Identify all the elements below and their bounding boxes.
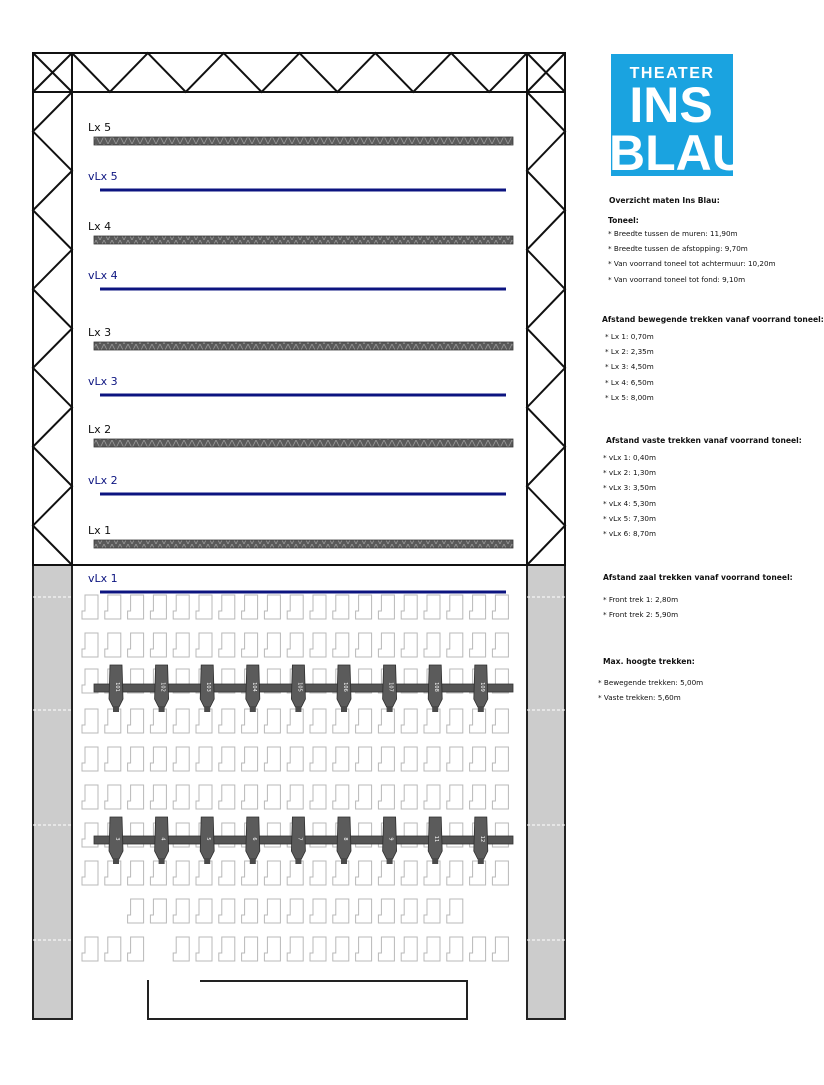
info-item: * Vaste trekken: 5,60m [598,690,703,705]
audience-seat [424,899,440,923]
max-height-list [598,675,703,705]
audience-seat [173,899,189,923]
audience-seat [128,899,144,923]
audience-seat [287,747,303,771]
audience-seat [333,785,349,809]
max-height-heading: Max. hoogte trekken: [603,657,695,666]
audience-seat [173,861,189,885]
fixture-number: 103 [205,682,212,692]
info-item: * Breedte tussen de afstopping: 9,70m [608,241,776,256]
lighting-bar-lx5 [88,121,513,145]
fixture-number: 4 [159,837,166,841]
right-auditorium-wall [527,565,565,1019]
audience-seat [401,709,417,733]
fixture-number: 105 [296,682,303,692]
fixture-number: 9 [387,837,394,841]
fixture-number: 102 [159,682,166,692]
audience-seat [82,861,98,885]
audience-seat [310,937,326,961]
info-item: * vLx 2: 1,30m [603,465,802,480]
lighting-fixture [109,665,123,712]
audience-seat [287,785,303,809]
audience-seat [333,899,349,923]
audience-seat [401,861,417,885]
audience-seat [356,747,372,771]
audience-seat [173,747,189,771]
audience-seat [105,937,121,961]
info-item: * Lx 2: 2,35m [605,344,824,359]
audience-seat [287,937,303,961]
bar-label: Lx 1 [88,524,112,537]
info-item: * vLx 6: 8,70m [603,526,802,541]
lighting-fixture [428,665,442,712]
fixture-number: 101 [114,682,120,692]
info-item: * Lx 4: 6,50m [605,375,824,390]
audience-seat [128,785,144,809]
audience-seat [356,709,372,733]
lighting-bar-lx4 [88,220,513,244]
audience-seat [264,937,280,961]
lighting-bar-vlx2 [88,474,506,494]
fixed-bars-heading: Afstand vaste trekken vanaf voorrand toneel: [606,436,802,445]
lighting-fixture [246,817,260,864]
audience-seat [242,937,258,961]
info-item: * Van voorrand toneel tot achtermuur: 10,20m [608,256,776,271]
moving-truss-bar [94,137,513,145]
audience-seat [173,595,189,619]
lighting-fixture [155,665,169,712]
bar-label: Lx 2 [88,423,112,436]
fixture-number: 104 [250,682,257,692]
audience-seat [105,747,121,771]
audience-seat [333,595,349,619]
audience-seat [378,709,394,733]
audience-seat [173,709,189,733]
hall-bars-list [603,592,793,622]
audience-seat [128,633,144,657]
lighting-bar-lx1 [88,524,513,548]
audience-seat [264,747,280,771]
fixture-number: 11 [433,835,440,843]
audience-seat [264,899,280,923]
lighting-fixture [246,665,260,712]
info-item: * Front trek 1: 2,80m [603,592,793,607]
audience-seat [196,709,212,733]
fixture-number: 109 [478,682,485,692]
bar-label: vLx 2 [88,474,118,487]
audience-seat [150,709,166,733]
audience-seat [310,861,326,885]
audience-seat [310,633,326,657]
audience-seat [470,747,486,771]
info-item: * Front trek 2: 5,90m [603,607,793,622]
info-item: * vLx 4: 5,30m [603,496,802,511]
lighting-fixture [200,817,214,864]
fixture-number: 12 [478,835,485,843]
audience-seat [264,785,280,809]
audience-seat [219,937,235,961]
fixture-number: 8 [342,837,348,841]
audience-seat [287,709,303,733]
info-item: * Van voorrand toneel tot fond: 9,10m [608,272,776,287]
audience-seat [82,747,98,771]
info-item: * Lx 3: 4,50m [605,359,824,374]
audience-seat [447,709,463,733]
audience-seat [492,785,508,809]
audience-seat [333,747,349,771]
audience-seat [333,709,349,733]
moving-truss-bar [94,236,513,244]
audience-seat [196,633,212,657]
fixture-number: 6 [250,837,257,841]
audience-seat [378,937,394,961]
fixture-number: 107 [387,682,394,692]
audience-seat [242,633,258,657]
audience-seat [242,861,258,885]
audience-seat [492,633,508,657]
audience-seat [105,595,121,619]
audience-seat [219,899,235,923]
audience-seat [196,785,212,809]
audience-seat [173,785,189,809]
lighting-bar-vlx1 [88,572,506,592]
audience-seat [492,747,508,771]
audience-seat [378,785,394,809]
lighting-bar-vlx4 [88,269,506,289]
audience-seat [242,785,258,809]
lighting-bar-lx3 [88,326,513,350]
audience-seat [470,785,486,809]
audience-seat [287,861,303,885]
fixture-number: 108 [433,682,440,692]
audience-seat [287,633,303,657]
stage-heading: Toneel: [608,216,639,225]
audience-seat [447,747,463,771]
audience-seat [470,633,486,657]
audience-seat [424,595,440,619]
audience-seat [356,633,372,657]
audience-seat [82,937,98,961]
audience-seat [378,595,394,619]
audience-seat [401,899,417,923]
bar-label: Lx 3 [88,326,112,339]
lighting-bar-vlx5 [88,170,506,190]
bar-label: vLx 5 [88,170,118,183]
audience-seating [82,595,508,961]
audience-seat [242,899,258,923]
audience-seat [424,861,440,885]
audience-seat [105,633,121,657]
audience-seat [242,709,258,733]
audience-seat [378,633,394,657]
audience-seat [492,861,508,885]
left-auditorium-wall [33,565,72,1019]
audience-seat [310,709,326,733]
info-item: * Lx 5: 8,00m [605,390,824,405]
audience-seat [333,937,349,961]
audience-seat [128,937,144,961]
lighting-fixture [337,665,351,712]
audience-seat [150,785,166,809]
audience-seat [82,709,98,733]
audience-seat [401,785,417,809]
info-item: * Lx 1: 0,70m [605,329,824,344]
lighting-fixture [474,665,488,712]
audience-seat [128,709,144,733]
audience-seat [128,747,144,771]
audience-seat [378,747,394,771]
audience-seat [105,785,121,809]
audience-seat [264,709,280,733]
audience-seat [150,861,166,885]
audience-seat [219,747,235,771]
audience-seat [470,861,486,885]
lighting-bar-lx2 [88,423,513,447]
fixed-bars-list [603,450,802,541]
audience-seat [173,633,189,657]
audience-seat [219,709,235,733]
audience-seat [196,937,212,961]
audience-seat [150,633,166,657]
fixture-number: 106 [342,682,348,692]
audience-seat [492,937,508,961]
fixture-number: 3 [114,837,120,841]
lighting-fixture [337,817,351,864]
audience-seat [492,709,508,733]
audience-seat [356,785,372,809]
audience-seat [310,899,326,923]
audience-seat [447,595,463,619]
hall-bars-heading: Afstand zaal trekken vanaf voorrand toneel: [603,573,793,582]
audience-seat [447,937,463,961]
audience-seat [82,595,98,619]
bar-label: vLx 4 [88,269,118,282]
audience-seat [401,937,417,961]
audience-seat [150,747,166,771]
audience-seat [424,747,440,771]
audience-seat [310,747,326,771]
info-item: * Bewegende trekken: 5,00m [598,675,703,690]
lighting-fixture [474,817,488,864]
audience-seat [401,595,417,619]
audience-seat [470,709,486,733]
info-item: * Breedte tussen de muren: 11,90m [608,226,776,241]
audience-seat [356,937,372,961]
audience-seat [356,595,372,619]
lighting-fixture [291,665,305,712]
audience-seat [219,785,235,809]
bar-label: Lx 5 [88,121,112,134]
audience-seat [219,633,235,657]
info-item: * vLx 1: 0,40m [603,450,802,465]
audience-seat [424,785,440,809]
audience-seat [264,595,280,619]
audience-seat [173,937,189,961]
audience-seat [287,595,303,619]
audience-seat [333,861,349,885]
audience-seat [105,709,121,733]
lighting-fixture [383,665,397,712]
audience-seat [196,747,212,771]
audience-seat [424,633,440,657]
bar-label: Lx 4 [88,220,112,233]
audience-seat [470,937,486,961]
logo-line-3: BLAU [609,125,748,181]
audience-seat [82,633,98,657]
audience-seat [310,595,326,619]
audience-seat [150,899,166,923]
theater-ins-blau-logo [609,54,748,181]
audience-seat [128,861,144,885]
audience-seat [447,899,463,923]
audience-seat [105,861,121,885]
lighting-fixture [383,817,397,864]
lighting-fixture [428,817,442,864]
audience-seat [287,899,303,923]
lighting-fixture [291,817,305,864]
stage-list [608,226,776,287]
bar-label: vLx 3 [88,375,118,388]
audience-seat [219,861,235,885]
audience-seat [196,899,212,923]
audience-seat [196,595,212,619]
control-booth [148,980,467,1019]
moving-bars-heading: Afstand bewegende trekken vanaf voorrand toneel: [602,315,824,324]
audience-seat [264,861,280,885]
audience-seat [219,595,235,619]
moving-truss-bar [94,342,513,350]
audience-seat [242,747,258,771]
audience-seat [150,595,166,619]
lighting-fixture [200,665,214,712]
audience-seat [447,785,463,809]
audience-seat [401,633,417,657]
bar-label: vLx 1 [88,572,118,585]
audience-seat [333,633,349,657]
logo-line-1: THEATER [629,65,715,82]
audience-seat [356,861,372,885]
audience-seat [424,709,440,733]
audience-seat [424,937,440,961]
audience-seat [470,595,486,619]
audience-seat [356,899,372,923]
moving-truss-bar [94,439,513,447]
audience-seat [242,595,258,619]
overview-title: Overzicht maten Ins Blau: [609,196,720,205]
audience-seat [401,747,417,771]
audience-seat [264,633,280,657]
audience-seat [492,595,508,619]
lighting-fixture [109,817,123,864]
info-item: * vLx 3: 3,50m [603,480,802,495]
audience-seat [378,899,394,923]
moving-bars-list [605,329,824,405]
audience-seat [82,785,98,809]
logo-line-2: INS [629,77,713,133]
stage-truss-frame [33,53,565,565]
audience-seat [378,861,394,885]
fixture-number: 5 [205,837,212,841]
info-item: * vLx 5: 7,30m [603,511,802,526]
moving-truss-bar [94,540,513,548]
audience-seat [128,595,144,619]
audience-seat [447,633,463,657]
audience-seat [447,861,463,885]
lighting-bar-vlx3 [88,375,506,395]
audience-seat [310,785,326,809]
lighting-fixture [155,817,169,864]
audience-seat [196,861,212,885]
fixture-number: 7 [296,837,303,841]
